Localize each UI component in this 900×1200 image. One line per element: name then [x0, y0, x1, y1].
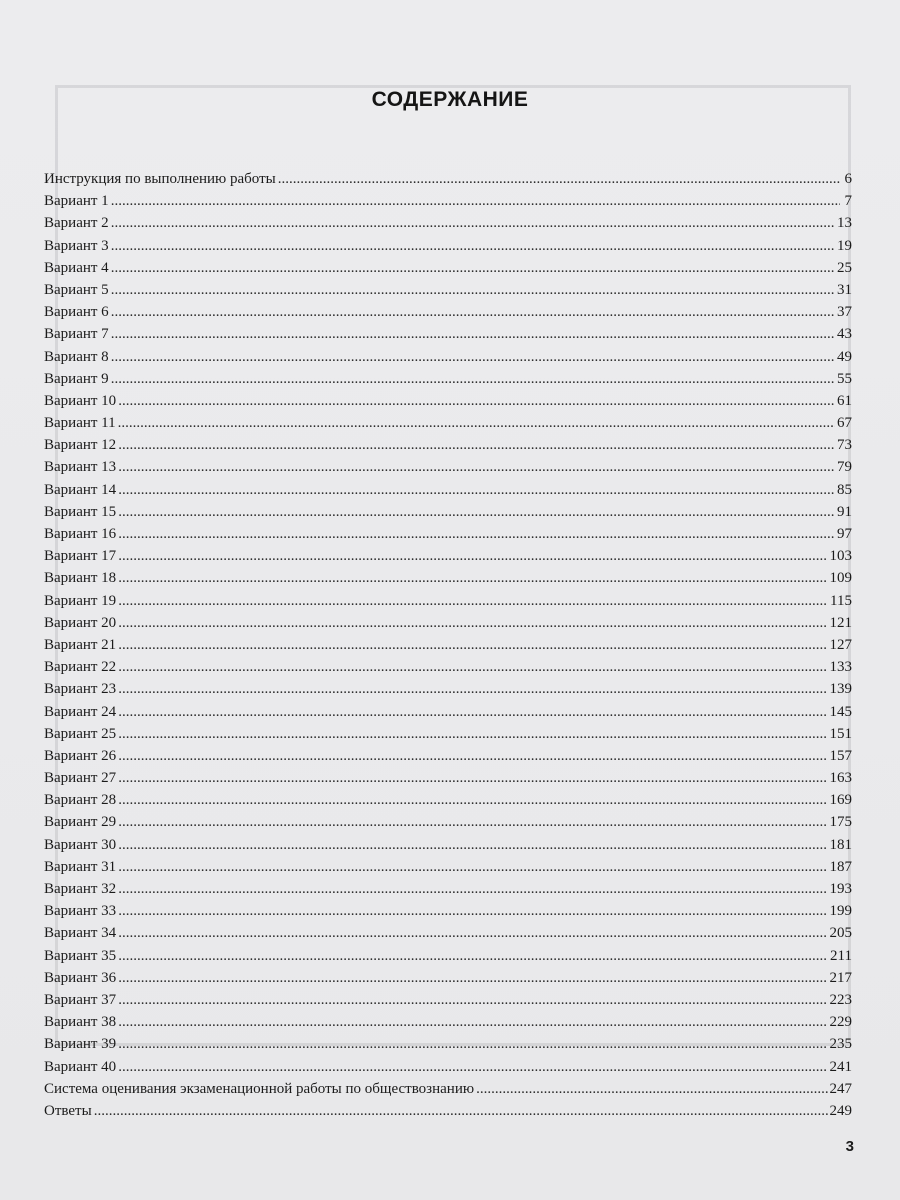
- toc-entry: [44, 701, 852, 723]
- toc-entry: [44, 279, 852, 301]
- toc-entry-page: 91: [837, 503, 852, 520]
- toc-entry-label: Вариант 25: [44, 725, 117, 742]
- dot-leader: [111, 368, 835, 390]
- dot-leader: [118, 922, 827, 944]
- toc-entry: [44, 767, 852, 789]
- toc-entry-label: Вариант 38: [44, 1014, 117, 1031]
- dot-leader: [118, 456, 835, 478]
- toc-entry-label: Вариант 11: [44, 415, 116, 432]
- toc-entry: [44, 1100, 852, 1122]
- toc-entry-label: Вариант 19: [44, 592, 117, 609]
- toc-entry: [44, 434, 852, 456]
- toc-entry-page: 249: [829, 1102, 852, 1119]
- toc-entry-page: 79: [837, 459, 852, 476]
- toc-entry: [44, 789, 852, 811]
- toc-entry: [44, 479, 852, 501]
- toc-entry: [44, 567, 852, 589]
- toc-entry-page: 247: [829, 1080, 852, 1097]
- toc-entry: [44, 168, 852, 190]
- toc-entry-label: Вариант 7: [44, 326, 109, 343]
- toc-entry: [44, 523, 852, 545]
- dot-leader: [118, 523, 835, 545]
- toc-entry-page: 175: [829, 814, 852, 831]
- toc-entry: [44, 900, 852, 922]
- toc-entry-label: Вариант 8: [44, 348, 109, 365]
- dot-leader: [118, 656, 827, 678]
- toc-entry: [44, 412, 852, 434]
- toc-entry-page: 151: [829, 725, 852, 742]
- toc-entry-label: Вариант 13: [44, 459, 117, 476]
- toc-entry: [44, 235, 852, 257]
- toc-entry-label: Вариант 34: [44, 925, 117, 942]
- dot-leader: [118, 989, 827, 1011]
- toc-entry: [44, 723, 852, 745]
- toc-entry-label: Вариант 14: [44, 481, 117, 498]
- dot-leader: [118, 945, 828, 967]
- toc-entry: [44, 456, 852, 478]
- toc-entry-page: 115: [830, 592, 852, 609]
- toc-entry: [44, 212, 852, 234]
- toc-entry-page: 145: [829, 703, 852, 720]
- toc-entry: [44, 1011, 852, 1033]
- toc-entry: [44, 368, 852, 390]
- toc-entry-label: Вариант 30: [44, 836, 117, 853]
- toc-entry-label: Вариант 2: [44, 215, 109, 232]
- dot-leader: [118, 811, 827, 833]
- toc-entry-page: 43: [837, 326, 852, 343]
- toc-entry: [44, 745, 852, 767]
- toc-entry-page: 25: [837, 259, 852, 276]
- dot-leader: [118, 878, 827, 900]
- toc-entry: [44, 922, 852, 944]
- toc-entry-page: 205: [829, 925, 852, 942]
- toc-entry: [44, 656, 852, 678]
- page-number: 3: [845, 1138, 854, 1155]
- toc-entry-label: Система оценивания экзаменационной работы по обществознанию: [44, 1080, 475, 1097]
- dot-leader: [118, 501, 835, 523]
- dot-leader: [111, 190, 840, 212]
- toc-entry-label: Вариант 27: [44, 770, 117, 787]
- toc-entry-label: Вариант 5: [44, 281, 109, 298]
- toc-entry-page: 157: [829, 747, 852, 764]
- toc-entry: [44, 501, 852, 523]
- dot-leader: [111, 257, 835, 279]
- dot-leader: [111, 235, 835, 257]
- toc-entry-page: 229: [829, 1014, 852, 1031]
- toc-entry: [44, 811, 852, 833]
- dot-leader: [118, 412, 835, 434]
- toc-entry-label: Вариант 15: [44, 503, 117, 520]
- toc-entry-page: 7: [844, 193, 852, 210]
- toc-entry-label: Вариант 36: [44, 969, 117, 986]
- toc-entry-page: 169: [829, 792, 852, 809]
- toc-entry-page: 235: [829, 1036, 852, 1053]
- toc-entry-label: Вариант 40: [44, 1058, 117, 1075]
- dot-leader: [118, 1033, 827, 1055]
- dot-leader: [94, 1100, 828, 1122]
- dot-leader: [118, 967, 827, 989]
- dot-leader: [118, 678, 827, 700]
- dot-leader: [118, 767, 827, 789]
- dot-leader: [118, 390, 835, 412]
- toc-entry-label: Вариант 28: [44, 792, 117, 809]
- toc-entry-label: Вариант 35: [44, 947, 117, 964]
- toc-entry-label: Вариант 39: [44, 1036, 117, 1053]
- toc-entry-page: 6: [844, 171, 852, 187]
- toc-entry: [44, 257, 852, 279]
- dot-leader: [118, 590, 828, 612]
- toc-entry-page: 67: [837, 415, 852, 432]
- toc-entry-label: Ответы: [44, 1102, 92, 1119]
- toc-entry-label: Вариант 12: [44, 437, 117, 454]
- toc-entry-page: 19: [837, 237, 852, 254]
- table-of-contents: [44, 168, 852, 1122]
- toc-entry-page: 199: [829, 903, 852, 920]
- toc-entry-page: 109: [829, 570, 852, 587]
- toc-entry-label: Инструкция по выполнению работы: [44, 171, 276, 187]
- dot-leader: [118, 634, 827, 656]
- toc-entry-page: 139: [829, 681, 852, 698]
- toc-entry: [44, 834, 852, 856]
- dot-leader: [118, 1056, 827, 1078]
- toc-entry: [44, 590, 852, 612]
- toc-entry-page: 187: [829, 858, 852, 875]
- toc-entry: [44, 190, 852, 212]
- toc-entry-page: 241: [829, 1058, 852, 1075]
- toc-entry-label: Вариант 9: [44, 370, 109, 387]
- toc-entry: [44, 390, 852, 412]
- toc-entry-page: 85: [837, 481, 852, 498]
- dot-leader: [118, 1011, 827, 1033]
- toc-entry-page: 97: [837, 526, 852, 542]
- toc-entry-label: Вариант 32: [44, 881, 117, 897]
- toc-entry-page: 121: [829, 614, 852, 631]
- toc-entry-page: 181: [829, 836, 852, 853]
- dot-leader: [111, 279, 835, 301]
- toc-entry-page: 217: [829, 969, 852, 986]
- dot-leader: [118, 567, 827, 589]
- dot-leader: [118, 612, 827, 634]
- toc-entry-page: 55: [837, 370, 852, 387]
- toc-entry-label: Вариант 4: [44, 259, 109, 276]
- toc-entry: [44, 989, 852, 1011]
- toc-entry: [44, 878, 852, 900]
- toc-entry-label: Вариант 10: [44, 392, 117, 409]
- toc-entry-page: 73: [837, 437, 852, 454]
- toc-entry: [44, 856, 852, 878]
- toc-entry-label: Вариант 29: [44, 814, 117, 831]
- dot-leader: [118, 745, 827, 767]
- dot-leader: [278, 168, 840, 190]
- toc-entry-label: Вариант 24: [44, 703, 117, 720]
- toc-entry: [44, 545, 852, 567]
- toc-entry: [44, 612, 852, 634]
- toc-entry-label: Вариант 21: [44, 636, 117, 653]
- toc-entry-page: 211: [830, 947, 852, 964]
- page-title: СОДЕРЖАНИЕ: [371, 88, 529, 111]
- toc-entry: [44, 1033, 852, 1055]
- toc-entry: [44, 1078, 852, 1100]
- toc-entry-label: Вариант 18: [44, 570, 117, 587]
- toc-entry-page: 163: [829, 770, 852, 787]
- dot-leader: [118, 434, 835, 456]
- toc-entry-label: Вариант 17: [44, 548, 117, 565]
- toc-entry: [44, 1056, 852, 1078]
- toc-entry-page: 13: [837, 215, 852, 232]
- toc-entry-label: Вариант 6: [44, 304, 109, 321]
- toc-entry: [44, 634, 852, 656]
- toc-entry-page: 49: [837, 348, 852, 365]
- toc-entry-page: 127: [829, 636, 852, 653]
- toc-entry-label: Вариант 22: [44, 659, 117, 676]
- dot-leader: [111, 212, 835, 234]
- toc-entry: [44, 323, 852, 345]
- toc-entry-page: 193: [829, 881, 852, 897]
- toc-entry-page: 133: [829, 659, 852, 676]
- toc-entry-page: 61: [837, 392, 852, 409]
- toc-entry-label: Вариант 20: [44, 614, 117, 631]
- toc-entry-label: Вариант 31: [44, 858, 117, 875]
- toc-entry: [44, 967, 852, 989]
- toc-entry: [44, 678, 852, 700]
- toc-entry: [44, 945, 852, 967]
- dot-leader: [111, 301, 835, 323]
- dot-leader: [118, 701, 827, 723]
- dot-leader: [118, 900, 827, 922]
- toc-entry-page: 37: [837, 304, 852, 321]
- toc-entry-page: 103: [829, 548, 852, 565]
- toc-entry: [44, 301, 852, 323]
- dot-leader: [118, 545, 827, 567]
- toc-entry-label: Вариант 1: [44, 193, 109, 210]
- toc-entry: [44, 346, 852, 368]
- dot-leader: [118, 479, 835, 501]
- toc-entry-label: Вариант 3: [44, 237, 109, 254]
- dot-leader: [118, 856, 827, 878]
- toc-entry-label: Вариант 37: [44, 991, 117, 1008]
- dot-leader: [111, 323, 835, 345]
- dot-leader: [118, 834, 827, 856]
- dot-leader: [476, 1078, 827, 1100]
- toc-entry-label: Вариант 16: [44, 526, 117, 542]
- dot-leader: [111, 346, 835, 368]
- toc-entry-label: Вариант 26: [44, 747, 117, 764]
- toc-entry-page: 223: [829, 991, 852, 1008]
- dot-leader: [118, 723, 827, 745]
- dot-leader: [118, 789, 827, 811]
- toc-entry-page: 31: [837, 281, 852, 298]
- toc-entry-label: Вариант 33: [44, 903, 117, 920]
- toc-entry-label: Вариант 23: [44, 681, 117, 698]
